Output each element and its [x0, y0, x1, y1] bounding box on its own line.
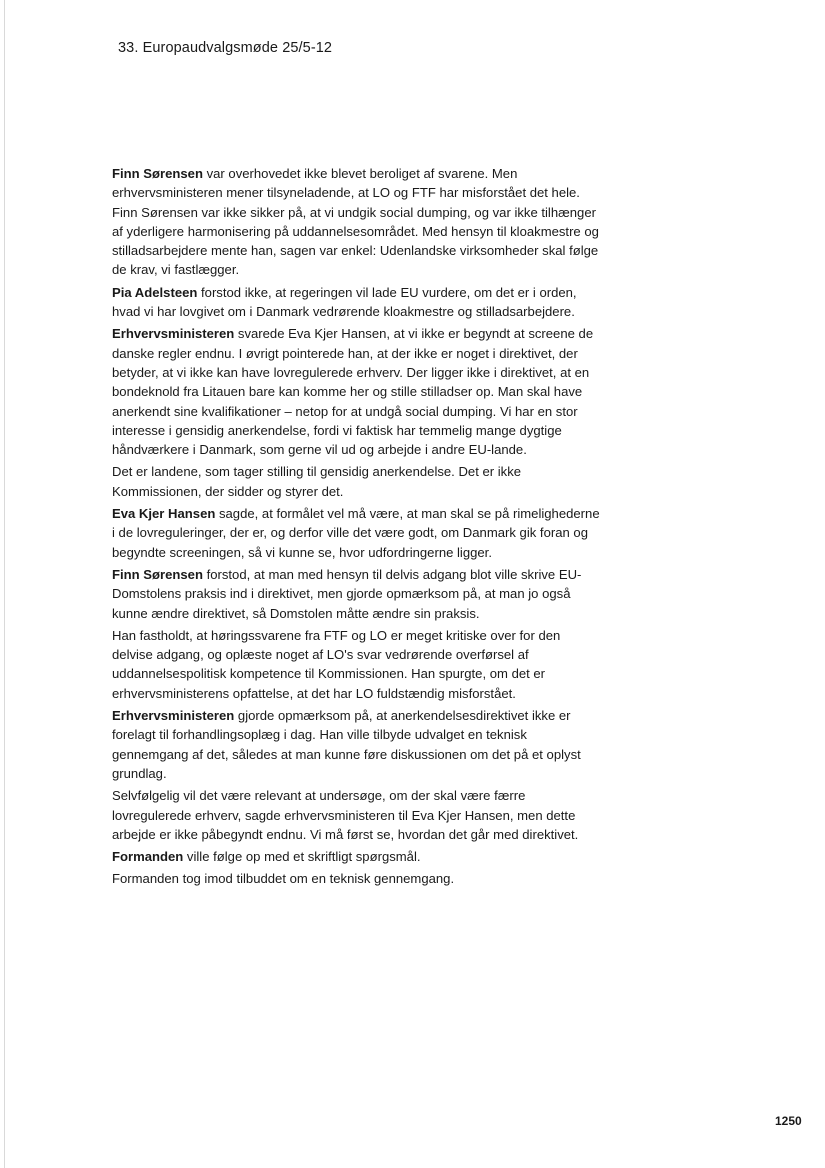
paragraph-text: gjorde opmærksom på, at anerkendelsesdirektivet ikke er forelagt til forhandlingsoplæg i dag. Han ville tilbyde udvalget en teknisk gennemgang af det, således at man kunne føre diskussionen om det på et oplyst grundlag. [112, 708, 581, 781]
paragraph-text: Selvfølgelig vil det være relevant at undersøge, om der skal være færre lovregulerede erhverv, sagde erhvervsministeren til Eva Kjer Hansen, men dette arbejde er ikke påbegyndt endnu. Vi må først se, hvordan det går med direktivet. [112, 788, 579, 842]
paragraph-text: Formanden tog imod tilbuddet om en teknisk gennemgang. [112, 871, 455, 887]
speaker-name: Pia Adelsteen [112, 284, 198, 300]
paragraph-text: svarede Eva Kjer Hansen, at vi ikke er begyndt at screene de danske regler endnu. I øvrigt pointerede han, at der ikke er noget i direktivet, der betyder, at vi ikke kan have lovregulerede erhverv. Der ligger ikke i direktivet, at en bondeknold fra Litauen bare kan komme her og stille stilladser op. Man skal have anerkendt sine kvalifikationer – netop for at undgå social dumping. Vi har en stor interesse i gensidig anerkendelse, fordi vi faktisk har temmelig mange dygtige håndværkere i Danmark, som gerne vil ud og arbejde i andre EU-lande. [112, 326, 594, 458]
scan-edge-line [4, 0, 5, 1168]
paragraph-text: forstod, at man med hensyn til delvis adgang blot ville skrive EU-Domstolens praksis ind i direktivet, men gjorde opmærksom på, at man jo også kunne ændre direktivet, så Domstolen måtte ændre sin praksis. [112, 566, 582, 621]
speaker-name: Finn Sørensen [112, 566, 203, 582]
paragraph-8 [112, 706, 602, 783]
paragraph-5 [112, 504, 602, 562]
paragraph-1 [112, 164, 602, 280]
paragraph-4 [112, 462, 602, 501]
paragraph-7 [112, 626, 602, 703]
speaker-name: Eva Kjer Hansen [112, 506, 216, 522]
speaker-name: Erhvervsministeren [112, 326, 235, 342]
paragraph-text: Det er landene, som tager stilling til gensidig anerkendelse. Det er ikke Kommissionen, der sidder og styrer det. [112, 464, 522, 499]
paragraph-3 [112, 324, 602, 459]
paragraph-text: ville følge op med et skriftligt spørgsmål. [183, 849, 421, 865]
paragraph-6 [112, 565, 602, 623]
paragraph-text: forstod ikke, at regeringen vil lade EU vurdere, om det er i orden, hvad vi har lovgivet om i Danmark vedrørende kloakmestre og stilladsarbejdere. [112, 284, 577, 320]
document-body [112, 164, 602, 892]
page-header: 33. Europaudvalgsmøde 25/5-12 [118, 40, 333, 56]
paragraph-text: var overhovedet ikke blevet beroliget af svarene. Men erhvervsministeren mener tilsyneladende, at LO og FTF har misforstået det hele. Finn Sørensen var ikke sikker på, at vi undgik social dumping, og var ikke tilhænger af yderligere harmonisering på uddannelsesområdet. Med hensyn til kloakmestre og stilladsarbejdere mente han, sagen var enkel: Udenlandske virksomheder skal følge de krav, vi fastlægger. [112, 166, 599, 278]
paragraph-11 [112, 869, 602, 888]
paragraph-2 [112, 283, 602, 322]
speaker-name: Erhvervsministeren [112, 708, 235, 724]
speaker-name: Finn Sørensen [112, 166, 203, 181]
paragraph-9 [112, 786, 602, 844]
paragraph-text: Han fastholdt, at høringssvarene fra FTF og LO er meget kritiske over for den delvise adgang, og oplæste noget af LO's svar vedrørende overførsel af uddannelsespolitisk kompetence til Kommissionen. Han spurgte, om det er erhvervsministerens opfattelse, at det har LO fuldstændig misforstået. [112, 627, 561, 701]
speaker-name: Formanden [112, 849, 184, 865]
paragraph-text: sagde, at formålet vel må være, at man skal se på rimelighederne i de lovreguleringer, der er, og derfor ville det være godt, om Danmark gik foran og begyndte screeningen, så vi kunne se, hvor udfordringerne ligger. [112, 506, 600, 560]
page-number: 1250 [775, 1114, 802, 1128]
paragraph-10 [112, 847, 602, 866]
